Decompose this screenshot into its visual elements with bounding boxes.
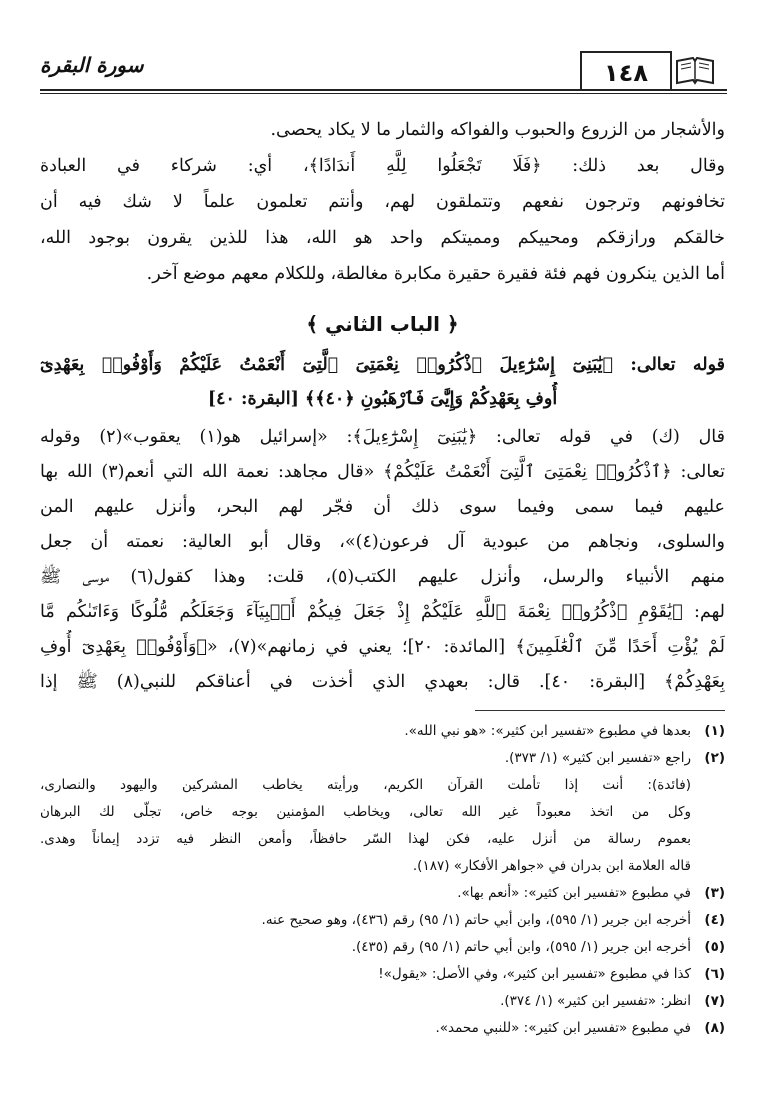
footnote xyxy=(40,961,725,988)
text-line: أما الذين ينكرون فهم فئة فقيرة حقيرة مكابرة مغالطة، وللكلام معهم موضع آخر. xyxy=(146,264,725,284)
text-line: قال (ك) في قوله تعالى: ﴿يَٰبَنِىٓ إِسْرَٰٓءِيلَ﴾: «إسرائيل هو(١) يعقوب»(٢) وقوله xyxy=(40,427,725,447)
surah-name: سورة البقرة xyxy=(40,53,144,77)
footnote-number: (٣) xyxy=(704,885,725,901)
footnote xyxy=(40,880,725,907)
faida-note-line: (فائدة): أنت إذا تأملت القرآن الكريم، ورأيته يخاطب المشركين واليهود والنصارى، xyxy=(40,777,691,793)
text-line: لهم: ﴿يَٰقَوْمِ ٱذْكُرُوا۟ نِعْمَةَ ٱللَّهِ عَلَيْكُمْ إِذْ جَعَلَ فِيكُمْ أَنۢبِيَآءَ وَجَعَلَكُم مُّلُوكًا وَءَاتَىٰكُم مَّا xyxy=(40,602,725,622)
open-book-icon xyxy=(675,55,715,87)
page-number: ١٤٨ xyxy=(580,51,672,91)
text-line: وقال بعد ذلك: ﴿فَلَا تَجْعَلُوا لِلَّهِ أَندَادًا﴾، أي: شركاء في العبادة xyxy=(40,156,725,176)
verse-line: قوله تعالى: ﴿يَٰبَنِىٓ إِسْرَٰٓءِيلَ ٱذْكُرُوا۟ نِعْمَتِىَ ٱلَّتِىٓ أَنْعَمْتُ عَلَيْكُمْ وَأَوْفُوا۟ بِعَهْدِىٓ xyxy=(40,355,725,375)
header-rule xyxy=(40,89,727,91)
text-line: تعالى: ﴿ٱذْكُرُوا۟ نِعْمَتِىَ ٱلَّتِىٓ أَنْعَمْتُ عَلَيْكُمْ﴾ «قال مجاهد: نعمة الله التي أنعم(٣) الله بها xyxy=(40,462,725,482)
text-line: والسلوى، ونجاهم من عبودية آل فرعون(٤)»، وقال أبو العالية: نعمته أن جعل xyxy=(40,532,725,552)
section-title: ﴿ الباب الثاني ﴾ xyxy=(306,312,459,336)
text-line: والأشجار من الزروع والحبوب والفواكه والثمار ما لا يكاد يحصى. xyxy=(270,120,725,140)
footnote-text: راجع «تفسير ابن كثير» (١/ ٣٧٣). xyxy=(504,750,691,766)
footnote-number: (١) xyxy=(704,723,725,739)
footnote-separator xyxy=(475,710,725,711)
footnote-number: (٨) xyxy=(704,1020,725,1036)
footnote-number: (٤) xyxy=(704,912,725,928)
footnote-text: أخرجه ابن جرير (١/ ٥٩٥)، وابن أبي حاتم (١/ ٩٥) رقم (٤٣٥). xyxy=(351,939,691,955)
footnote xyxy=(40,718,725,745)
footnote xyxy=(40,1015,725,1042)
intro-paragraph xyxy=(40,112,725,292)
text-line: لَمْ يُؤْتِ أَحَدًا مِّنَ ٱلْعَٰلَمِينَ﴾ [المائدة: ٢٠]؛ يعني في زمانهم»(٧)، «﴿وَأَوْفُوا۟ بِعَهْدِىٓ أُوفِ xyxy=(40,637,725,657)
page-header xyxy=(40,45,727,105)
verse-block xyxy=(40,348,725,416)
footnote xyxy=(40,745,725,772)
footnote-text: انظر: «تفسير ابن كثير» (١/ ٣٧٤). xyxy=(500,993,691,1009)
footnote xyxy=(40,907,725,934)
verse-line: أُوفِ بِعَهْدِكُمْ وَإِيَّٰىَ فَٱرْهَبُونِ ﴿٤٠﴾﴾ [البقرة: ٤٠] xyxy=(207,389,558,409)
footnote-text: بعدها في مطبوع «تفسير ابن كثير»: «هو نبي الله». xyxy=(404,723,691,739)
faida-note-line: بعموم رسالة من أنزل عليه، فكن لهذا السّر حافظاً، وأمعن النظر فيه تزدد إيماناً وهدى. xyxy=(40,831,691,847)
text-line: منهم الأنبياء والرسل، وأنزل عليهم الكتب(٥)، قلت: وهذا كقول(٦) موسى ﷺ xyxy=(40,567,725,587)
footnote-number: (٢) xyxy=(704,750,725,766)
text-line: عليهم فيما سمى وفيما سوى ذلك أن فجّر لهم البحر، وأنزل عليهم المن xyxy=(40,497,725,517)
footnotes xyxy=(40,718,725,1042)
text-line: تخافونهم وترجون نفعهم وتتملقون لهم، وأنتم تعلمون علماً لا شك فيه أن xyxy=(40,192,725,212)
footnote-text: كذا في مطبوع «تفسير ابن كثير»، وفي الأصل: «يقول»! xyxy=(378,966,691,982)
footnote-number: (٧) xyxy=(704,993,725,1009)
footnote-text: في مطبوع «تفسير ابن كثير»: «للنبي محمد». xyxy=(435,1020,691,1036)
header-rule-thin xyxy=(40,93,727,94)
footnote-number: (٦) xyxy=(704,966,725,982)
faida-note-line: قاله العلامة ابن بدران في «جواهر الأفكار» (١٨٧). xyxy=(412,858,691,874)
text-line: بِعَهْدِكُمْ﴾ [البقرة: ٤٠]. قال: بعهدي الذي أخذت في أعناقكم للنبي(٨) ﷺ إذا xyxy=(40,672,725,692)
footnote-number: (٥) xyxy=(704,939,725,955)
commentary-paragraph xyxy=(40,420,725,700)
footnote xyxy=(40,934,725,961)
text-line: خالقكم ورازقكم ومحييكم ومميتكم واحد هو الله، هذا للذين يقرون بوجود الله، xyxy=(40,228,725,248)
footnote-text: في مطبوع «تفسير ابن كثير»: «أنعم بها». xyxy=(457,885,691,901)
footnote-text: أخرجه ابن جرير (١/ ٥٩٥)، وابن أبي حاتم (١/ ٩٥) رقم (٤٣٦)، وهو صحيح عنه. xyxy=(261,912,691,928)
footnote xyxy=(40,988,725,1015)
faida-note-line: وكل من اتخذ معبوداً غير الله تعالى، ويخاطب المؤمنين بوجه خاص، تجلّى لك البرهان xyxy=(40,804,691,820)
